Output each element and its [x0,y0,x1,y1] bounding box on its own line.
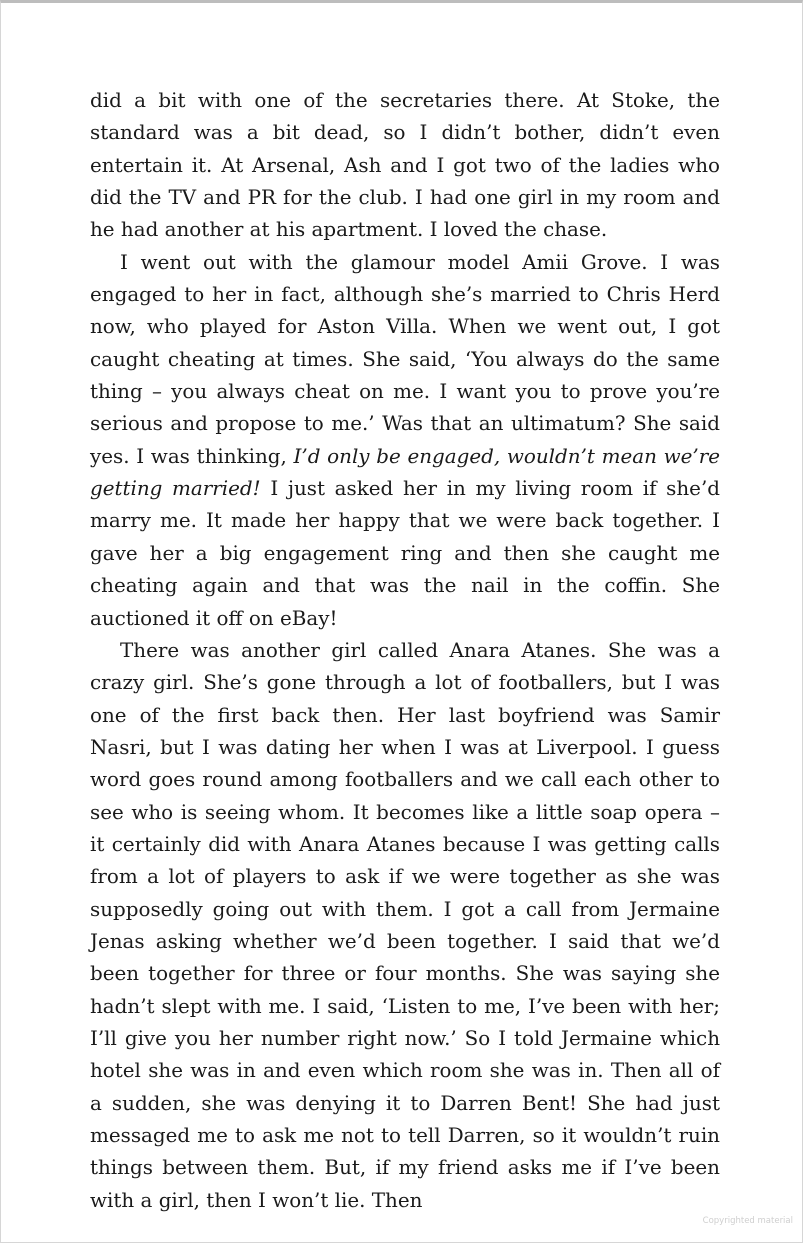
paragraph-1-text: did a bit with one of the secretaries there. At Stoke, the standard was a bit dead, so I didn’t bother, didn’t even entertain it. At Arsenal, Ash and I got two of the ladies who did the TV and PR for the club. I had one girl in my room and he had another at his apartment. I loved the chase. [90,89,720,242]
paragraph-2-text-b: I just asked her in my living room if she’d marry me. It made her happy that we were back together. I gave her a big engagement ring and then she caught me cheating again and that was the nail in the coffin. She auctioned it off on eBay! [90,477,721,630]
paragraph-3 [90,635,720,1217]
paragraph-2-italic-thought: I’d only be engaged, wouldn’t mean we’re getting married! [90,444,720,501]
copyright-watermark: Copyrighted material [702,1216,793,1226]
paragraph-2 [90,247,720,635]
paragraph-2-text-a: I went out with the glamour model Amii Grove. I was engaged to her in fact, although she’s married to Chris Herd now, who played for Aston Villa. When we went out, I got caught cheating at times. She said, ‘You always do the same thing – you always cheat on me. I want you to prove you’re serious and propose to me.’ Was that an ultimatum? She said yes. I was thinking, [90,250,720,468]
body-text [90,85,720,1217]
paragraph-3-text: There was another girl called Anara Atanes. She was a crazy girl. She’s gone through a lot of footballers, but I was one of the first back then. Her last boyfriend was Samir Nasri, but I was dating her when I was at Liverpool. I guess word goes round among footballers and we call each other to see who is seeing whom. It becomes like a little soap opera – it certainly did with Anara Atanes because I was getting calls from a lot of players to ask if we were together as she was supposedly going out with them. I got a call from Jermaine Jenas asking whether we’d been together. I said that we’d been together for three or four months. She was saying she hadn’t slept with me. I said, ‘Listen to me, I’ve been with her; I’ll give you her number right now.’ So I told Jermaine which hotel she was in and even which room she was in. Then all of a sudden, she was denying it to Darren Bent! She had just messaged me to ask me not to tell Darren, so it wouldn’t ruin things between them. But, if my friend asks me if I’ve been with a girl, then I won’t lie. Then [90,638,720,1212]
paragraph-1 [90,85,720,247]
